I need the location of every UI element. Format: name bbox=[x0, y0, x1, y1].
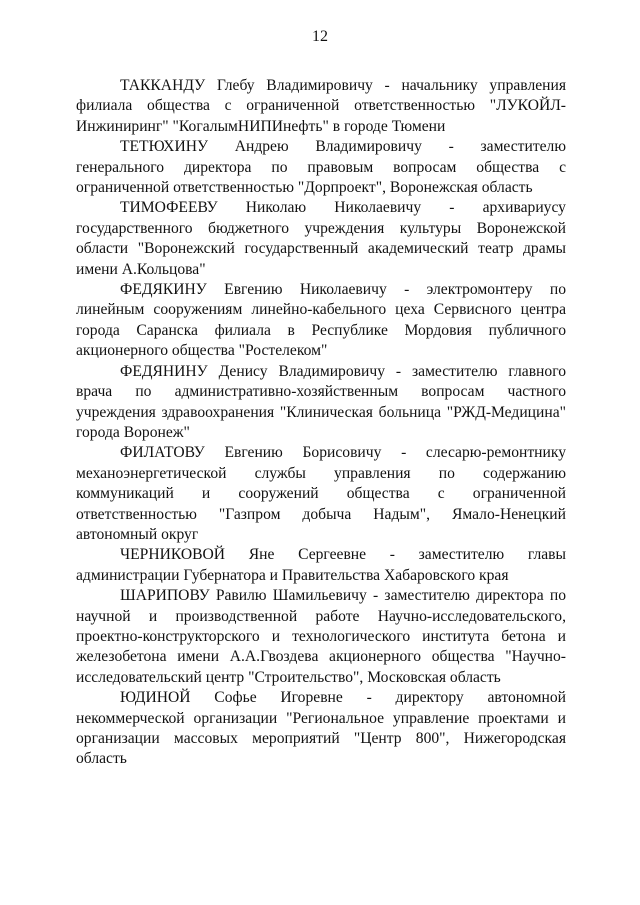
person-name: ТИМОФЕЕВУ Николаю Николаевичу bbox=[120, 199, 422, 217]
position-text: - слесарю-ремонтнику механоэнергетической службы управления по содержанию коммуникаций и сооружений общества с ограниченной ответственностью "Газпром добыча Надым", Ямало-Ненецкий автономный округ bbox=[76, 444, 566, 543]
position-text: - заместителю главы администрации Губернатора и Правительства Хабаровского края bbox=[76, 546, 566, 584]
position-text: - директору автономной некоммерческой организации "Региональное управление проектами и организации массовых мероприятий "Центр 800", Нижегородская область bbox=[76, 689, 566, 768]
position-text: - начальнику управления филиала общества с ограниченной ответственностью "ЛУКОЙЛ-Инжиниринг" "КогалымНИПИнефть" в городе Тюмени bbox=[76, 77, 567, 135]
position-text: - электромонтеру по линейным сооружениям линейно-кабельного цеха Сервисного центра города Саранска филиала в Республике Мордовия публичного акционерного общества "Ростелеком" bbox=[76, 281, 566, 360]
person-name: ФИЛАТОВУ Евгению Борисовичу bbox=[120, 444, 382, 462]
person-name: ТАККАНДУ Глебу Владимировичу bbox=[120, 77, 373, 94]
person-name: ШАРИПОВУ Равилю Шамильевичу bbox=[120, 587, 367, 605]
person-name: ЮДИНОЙ Софье Игоревне bbox=[120, 689, 343, 707]
list-item bbox=[76, 586, 566, 688]
list-item bbox=[76, 198, 566, 280]
list-item bbox=[76, 76, 566, 137]
position-text: - архивариусу государственного бюджетного учреждения культуры Воронежской области "Воронежский государственный академический театр драмы имени А.Кольцова" bbox=[76, 199, 566, 278]
award-list bbox=[76, 76, 566, 770]
list-item bbox=[76, 280, 566, 362]
page-number: 12 bbox=[312, 28, 328, 45]
person-name: ЧЕРНИКОВОЙ Яне Сергеевне bbox=[120, 546, 367, 564]
position-text: - заместителю генерального директора по правовым вопросам общества с ограниченной ответственностью "Дорпроект", Воронежская область bbox=[76, 138, 566, 197]
list-item bbox=[76, 688, 566, 770]
position-text: - заместителю главного врача по административно-хозяйственным вопросам частного учреждения здравоохранения "Клиническая больница "РЖД-Медицина" города Воронеж" bbox=[76, 362, 567, 441]
position-text: - заместителю директора по научной и производственной работе Научно-исследовательского, проектно-конструкторского и технологического института бетона и железобетона имени А.А.Гвоздева акционерного общества "Научно-исследовательский центр "Строительство", Московская область bbox=[76, 587, 566, 686]
person-name: ФЕДЯКИНУ Евгению Николаевичу bbox=[120, 281, 387, 299]
list-item bbox=[76, 443, 566, 545]
list-item bbox=[76, 545, 566, 586]
list-item bbox=[76, 137, 566, 198]
list-item bbox=[76, 362, 566, 444]
person-name: ФЕДЯНИНУ Денису Владимировичу bbox=[120, 362, 385, 380]
person-name: ТЕТЮХИНУ Андрею Владимировичу bbox=[120, 138, 422, 156]
